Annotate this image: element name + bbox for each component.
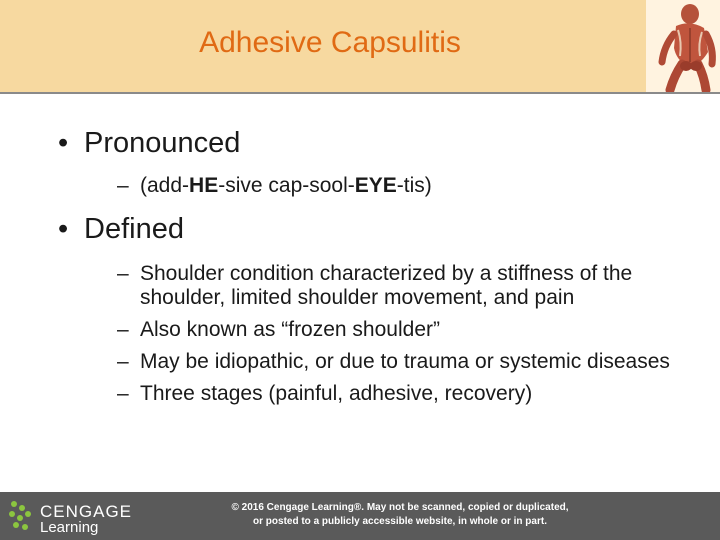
pronunciation-stress: HE	[189, 174, 219, 197]
bullet-pronounced	[58, 126, 698, 198]
pronunciation-part: -tis)	[396, 174, 432, 197]
copyright-line-2: or posted to a publicly accessible website, in whole or in part.	[253, 516, 547, 527]
bullet-label: Defined	[84, 213, 184, 245]
logo-text-top: CENGAGE	[40, 502, 133, 521]
pronunciation-part: (add-	[140, 174, 190, 197]
cengage-logo	[6, 496, 136, 536]
pronunciation-part: -sive cap-sool-	[218, 174, 355, 197]
pronunciation-text	[84, 174, 698, 198]
definition-list	[84, 262, 698, 406]
copyright-notice	[160, 501, 640, 529]
slide-title: Adhesive Capsulitis	[199, 26, 461, 59]
definition-item: – Shoulder condition characterized by a stiffness of the shoulder, limited shoulder movement, and pain	[84, 262, 698, 310]
logo-text-bottom: Learning	[40, 519, 99, 536]
definition-item: – Three stages (painful, adhesive, recovery)	[84, 382, 698, 406]
copyright-line-1: © 2016 Cengage Learning®. May not be scanned, copied or duplicated,	[231, 502, 569, 513]
bullet-list	[58, 126, 698, 406]
slide-footer	[0, 492, 720, 540]
bullet-label: Pronounced	[84, 127, 241, 159]
slide-header	[0, 0, 720, 94]
definition-item: – May be idiopathic, or due to trauma or systemic diseases	[84, 350, 698, 374]
pronunciation-list	[84, 174, 698, 198]
definition-item: – Also known as “frozen shoulder”	[84, 318, 698, 342]
bullet-defined	[58, 212, 698, 406]
cengage-dots-icon	[6, 498, 36, 534]
muscle-anatomy-figure-icon	[646, 0, 720, 92]
pronunciation-stress: EYE	[354, 174, 397, 197]
